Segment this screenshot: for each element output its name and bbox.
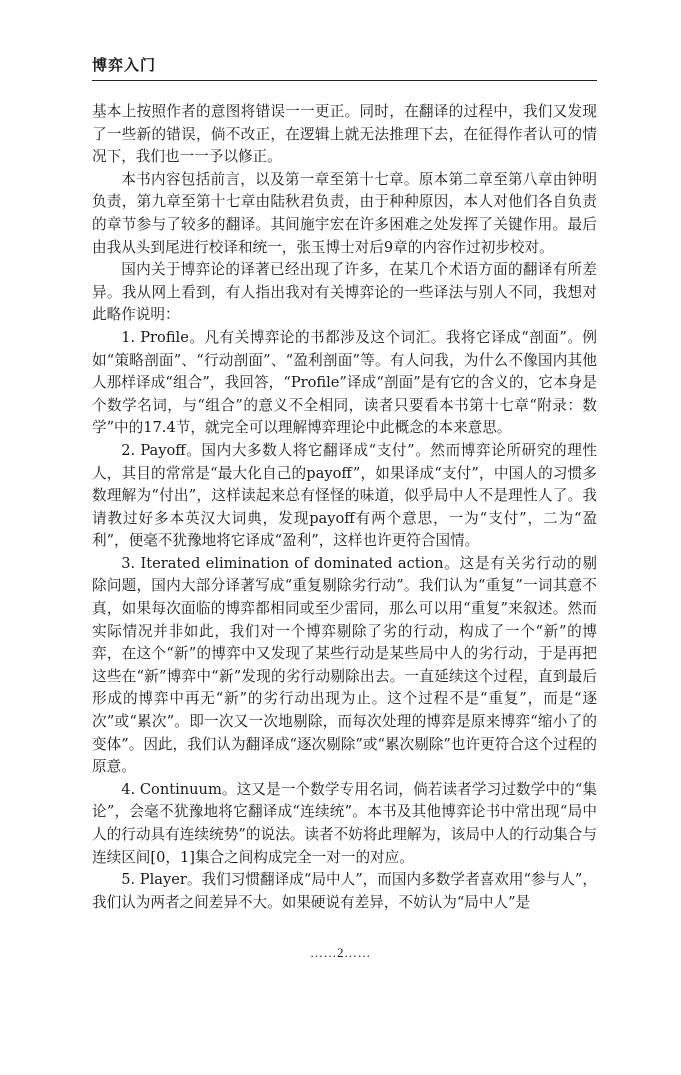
paragraph-term-iterated-elimination: 3. Iterated elimination of dominated action。这是有关劣行动的剔除问题，国内大部分译著写成“重复剔除劣行动”。我们认为“重复”一词其意不真，如果每次面临的博弈都相同或至少雷同，那么可以用“重复”来叙述。然而实际情况并非如此，我们对一个博弈剔除了劣的行动，构成了一个“新”的博弈，在这个“新”的博弈中又发现了某些行动是某些局中人的劣行动，于是再把这些在“新”博弈中“新”发现的劣行动剔除出去。一直延续这个过程，直到最后形成的博弈中再无“新”的劣行动出现为止。这个过程不是“重复”，而是“逐次”或“累次”。即一次又一次地剔除，而每次处理的博弈是原来博弈“缩小了的变体”。因此，我们认为翻译成“逐次剔除”或“累次剔除”也许更符合这个过程的原意。 xyxy=(92,554,597,776)
paragraph-terminology-intro: 国内关于博弈论的译著已经出现了许多，在某几个术语方面的翻译有所差异。我从网上看到，有人指出我对有关博弈论的一些译法与别人不同，我想对此略作说明： xyxy=(92,261,597,324)
paragraph-term-payoff: 2. Payoff。国内大多数人将它翻译成“支付”。然而博弈论所研究的理性人，其目的常常是“最大化自己的payoff”，如果译成“支付”，中国人的习惯多数理解为“付出”，这样读起来总有怪怪的味道，似乎局中人不是理性人了。我请教过好多本英汉大词典，发现payoff有两个意思，一为“支付”，二为“盈利”，便毫不犹豫地将它译成“盈利”，这样也许更符合国情。 xyxy=(92,441,597,550)
header-divider xyxy=(92,80,597,81)
paragraph-term-profile: 1. Profile。凡有关博弈论的书都涉及这个词汇。我将它译成“剖面”。例如“策略剖面”、“行动剖面”、“盈利剖面”等。有人问我，为什么不像国内其他人那样译成“组合”，我回答，“Profile”译成“剖面”是有它的含义的，它本身是个数学名词，与“组合”的意义不全相同，读者只要看本书第十七章“附录：数学”中的17.4节，就完全可以理解博弈理论中此概念的本来意思。 xyxy=(92,328,597,437)
page-number: ……2…… xyxy=(310,945,371,960)
paragraph-term-player: 5. Player。我们习惯翻译成“局中人”，而国内多数学者喜欢用“参与人”，我们认为两者之间差异不大。如果硬说有差异，不妨认为“局中人”是 xyxy=(92,871,597,911)
paragraph-term-continuum: 4. Continuum。这又是一个数学专用名词，倘若读者学习过数学中的“集论”，会毫不犹豫地将它翻译成“连续统”。本书及其他博弈论书中常出现“局中人的行动具有连续统势”的说法。读者不妨将此理解为，该局中人的行动集合与连续区间[0，1]集合之间构成完全一对一的对应。 xyxy=(92,780,597,866)
running-header: 博弈入门 xyxy=(92,56,157,74)
body-text xyxy=(92,101,597,914)
paragraph-continuation: 基本上按照作者的意图将错误一一更正。同时，在翻译的过程中，我们又发现了一些新的错误，倘不改正，在逻辑上就无法推理下去，在征得作者认可的情况下，我们也一一予以修正。 xyxy=(92,103,597,166)
paragraph-book-contents: 本书内容包括前言，以及第一章至第十七章。原本第二章至第八章由钟明负责，第九章至第十七章由陆秋君负责，由于种种原因，本人对他们各自负责的章节参与了较多的翻译。其间施宇宏在许多困难之处发挥了关键作用。最后由我从头到尾进行校译和统一，张玉博士对后9章的内容作过初步校对。 xyxy=(92,170,597,256)
